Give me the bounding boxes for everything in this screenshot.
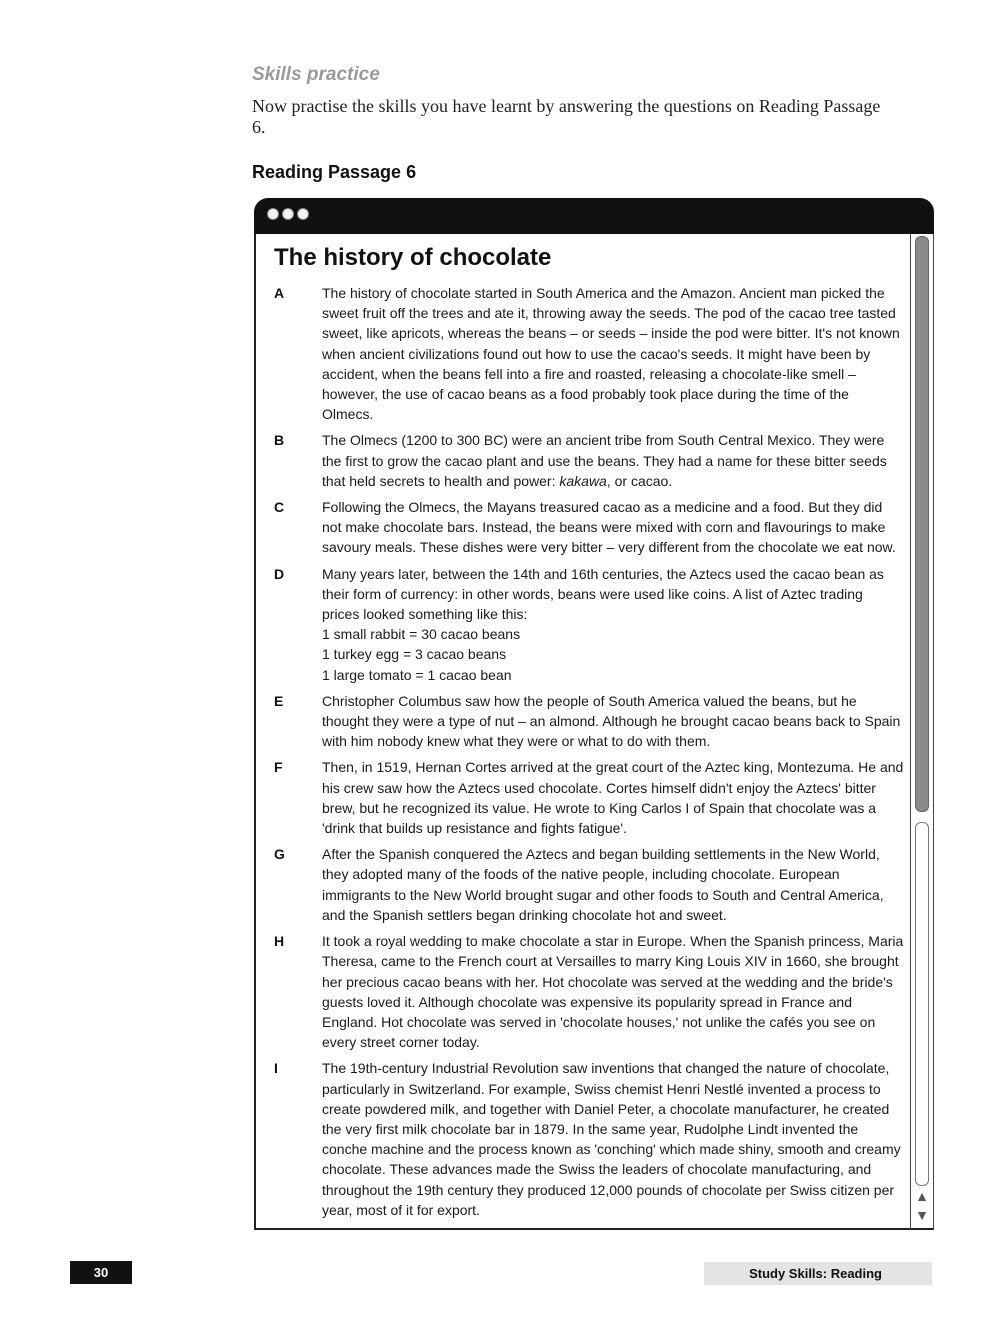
price-list-item: 1 turkey egg = 3 cacao beans — [322, 646, 507, 663]
paragraph-letter: E — [274, 692, 284, 709]
paragraph-g — [274, 844, 904, 925]
paragraph-text — [322, 430, 904, 491]
paragraph-letter: D — [274, 565, 285, 582]
paragraph-text: Then, in 1519, Hernan Cortes arrived at the great court of the Aztec king, Montezuma. He and his crew saw how the Aztecs used chocolate. Cortes himself didn't enjoy the Aztecs' bitter brew, but he recognized its value. He wrote to King Carlos I of Spain that chocolate was a 'drink that builds up resistance and fights fatigue'. — [322, 759, 904, 837]
article-title: The history of chocolate — [274, 244, 552, 271]
scroll-up-icon[interactable]: ▲ — [912, 1188, 932, 1205]
paragraph-letter: F — [274, 759, 283, 776]
paragraph-letter: A — [274, 285, 285, 301]
paragraph-h — [274, 931, 904, 1052]
section-title: Skills practice — [252, 64, 380, 85]
paragraph-i — [274, 1058, 904, 1220]
price-list-item: 1 small rabbit = 30 cacao beans — [322, 626, 521, 643]
scrollbar-thumb[interactable] — [915, 236, 929, 812]
intro-text: Now practise the skills you have learnt by answering the questions on Reading Passage 6. — [252, 96, 881, 137]
article-content — [254, 234, 912, 1230]
paragraph-f — [274, 757, 904, 838]
paragraph-text: Many years later, between the 14th and 16th centuries, the Aztecs used the cacao bean as their form of currency: in other words, beans were used like coins. A list of Aztec trading prices looked something like this: — [322, 565, 884, 623]
paragraph-text-part: , or cacao. — [606, 472, 673, 489]
paragraph-letter: B — [274, 432, 285, 449]
paragraph-letter: I — [274, 1060, 278, 1077]
paragraph-letter: H — [274, 933, 285, 950]
scrollbar-track-lower[interactable] — [915, 822, 929, 1186]
window-dot-icon[interactable] — [267, 208, 279, 220]
paragraph-text: After the Spanish conquered the Aztecs and began building settlements in the New World, they adopted many of the foods of the native people, including chocolate. European immigrants to the New World brought sugar and other foods to South and Central America, and the Spanish settlers began drinking chocolate hot and sweet. — [322, 846, 884, 923]
italic-word: kakawa — [559, 472, 607, 489]
paragraph-text-part: The Olmecs (1200 to 300 BC) were an ancient tribe from South Central Mexico. They were the first to grow the cacao plant and use the beans. They had a name for these bitter seeds that held secrets to health and power: — [322, 432, 887, 489]
paragraph-e — [274, 691, 904, 752]
paragraph-text: Following the Olmecs, the Mayans treasured cacao as a medicine and a food. But they did not make chocolate bars. Instead, the beans were mixed with corn and flavourings to make savoury meals. These dishes were very bitter – very different from the chocolate we eat now. — [322, 499, 896, 556]
passage-heading: Reading Passage 6 — [252, 162, 417, 182]
window-dot-icon[interactable] — [297, 208, 309, 220]
page-number: 30 — [70, 1261, 132, 1284]
window-controls — [267, 208, 309, 220]
window-titlebar — [254, 198, 934, 234]
paragraph-c — [274, 497, 904, 558]
footer-label: Study Skills: Reading — [704, 1262, 932, 1285]
scrollbar[interactable] — [910, 234, 934, 1230]
paragraph-text: The 19th-century Industrial Revolution saw inventions that changed the nature of chocolate, particularly in Switzerland. For example, Swiss chemist Henri Nestlé invented a process to create powdered milk, and together with Daniel Peter, a chocolate manufacturer, he created the very first milk chocolate bar in 1879. In the same year, Rudolphe Lindt invented the conche machine and the process known as 'conching' which made shiny, smooth and creamy chocolate. These advances made the Swiss the leaders of chocolate manufacturing, and throughout the 19th century they produced 12,000 pounds of chocolate per Swiss citizen per year, most of it for export. — [322, 1060, 901, 1218]
paragraph-letter: C — [274, 499, 285, 516]
paragraph-letter: G — [274, 846, 285, 863]
paragraph-b — [274, 430, 904, 491]
paragraph-body — [322, 564, 904, 685]
scroll-down-icon[interactable]: ▼ — [912, 1207, 932, 1224]
paragraph-list — [274, 283, 904, 1226]
paragraph-text: It took a royal wedding to make chocolate a star in Europe. When the Spanish princess, Maria Theresa, came to the French court at Versailles to marry King Louis XIV in 1660, she brought her precious cacao beans with her. Hot chocolate was served at the wedding and the bride's guests loved it. Although chocolate was expensive its popularity spread in France and England. Hot chocolate was served in 'chocolate houses,' not unlike the cafés you see on every street corner today. — [322, 933, 904, 1051]
price-list-item: 1 large tomato = 1 cacao bean — [322, 666, 512, 683]
paragraph-a — [274, 283, 904, 424]
window-dot-icon[interactable] — [282, 208, 294, 220]
paragraph-text: The history of chocolate started in South America and the Amazon. Ancient man picked the sweet fruit off the trees and ate it, throwing away the seeds. The pod of the cacao tree tasted sweet, like apricots, whereas the beans – or seeds – inside the pod were bitter. It's not known when ancient civilizations found out how to use the cacao's seeds. It might have been by accident, when the beans fell into a fire and roasted, releasing a chocolate-like smell – however, the use of cacao beans as a food probably took place during the time of the Olmecs. — [322, 285, 900, 423]
browser-window — [254, 198, 934, 1230]
paragraph-text: Christopher Columbus saw how the people of South America valued the beans, but he thought they were a type of nut – an almond. Although he brought cacao beans back to Spain with him nobody knew what they were or what to do with them. — [322, 692, 901, 750]
paragraph-d — [274, 564, 904, 685]
